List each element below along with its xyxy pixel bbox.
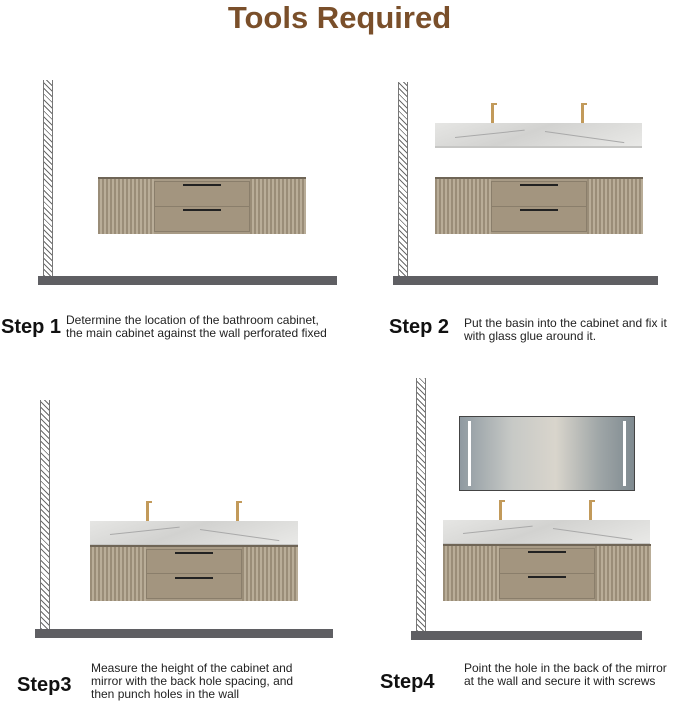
page-title: Tools Required — [227, 0, 452, 35]
step1-description: Determine the location of the bathroom cabinet, the main cabinet against the wall perforated fixed — [66, 313, 327, 340]
floor — [411, 631, 642, 640]
faucet — [236, 501, 239, 521]
step2-label: Step 2 — [389, 316, 450, 338]
led-mirror-cabinet — [459, 416, 635, 491]
vanity-cabinet — [435, 177, 643, 234]
faucet — [589, 500, 592, 520]
faucet — [581, 103, 584, 123]
floor — [393, 276, 658, 285]
floor — [35, 629, 333, 638]
faucet — [499, 500, 502, 520]
step3-label: Step3 — [17, 674, 72, 696]
step2-description: Put the basin into the cabinet and fix it with glass glue around it. — [464, 316, 667, 343]
step3-description: Measure the height of the cabinet and mirror with the back hole spacing, and then punch holes in the wall — [91, 661, 294, 701]
wall — [43, 80, 53, 276]
vanity-cabinet — [90, 545, 298, 601]
marble-basin — [90, 521, 298, 546]
marble-basin — [435, 123, 642, 148]
vanity-cabinet — [98, 177, 306, 234]
wall — [416, 378, 426, 631]
faucet — [146, 501, 149, 521]
vanity-cabinet — [443, 544, 651, 601]
floor — [38, 276, 337, 285]
marble-basin — [443, 520, 650, 545]
wall — [40, 400, 50, 629]
wall — [398, 82, 408, 276]
faucet — [491, 103, 494, 123]
step4-label: Step4 — [380, 671, 435, 693]
step4-description: Point the hole in the back of the mirror at the wall and secure it with screws — [464, 661, 667, 688]
step1-label: Step 1 — [1, 316, 62, 338]
